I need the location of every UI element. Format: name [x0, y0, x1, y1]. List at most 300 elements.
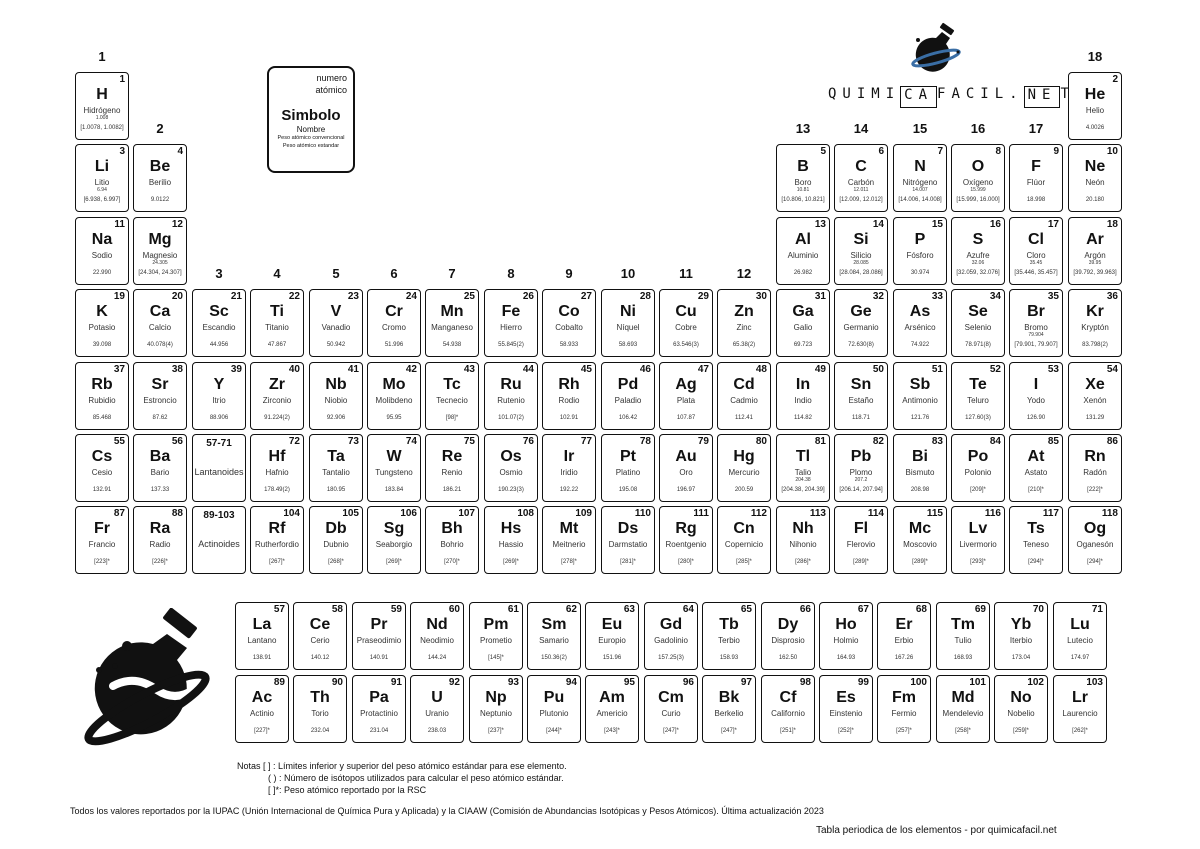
brand-post: T: [1060, 86, 1075, 102]
element-name: Tungsteno: [375, 468, 413, 477]
element-name: Argón: [1084, 251, 1106, 260]
element-cell-cs: [75, 434, 129, 502]
standard-weight: 180.95: [326, 487, 346, 493]
group-label-2: 2: [156, 121, 164, 136]
standard-weight: [258]*: [955, 728, 971, 734]
element-symbol: V: [330, 303, 342, 320]
element-cell-89-103: [192, 506, 246, 574]
conventional-weight: 32.06: [971, 260, 985, 266]
standard-weight: [209]*: [970, 487, 986, 493]
atomic-number: 72: [288, 436, 300, 447]
atomic-number: 67: [857, 604, 869, 615]
element-name: Roentgenio: [665, 540, 707, 549]
element-cell-lv: [951, 506, 1005, 574]
standard-weight: 174.97: [1070, 655, 1090, 661]
element-name: Bohrio: [440, 540, 464, 549]
atomic-number: 116: [984, 508, 1001, 519]
element-name: Arsénico: [904, 323, 936, 332]
element-symbol: Ac: [251, 689, 273, 706]
element-cell-pa: [352, 675, 406, 743]
standard-weight: [79.901, 79.907]: [1014, 342, 1058, 348]
standard-weight: 238.03: [427, 728, 447, 734]
brand-wordmark: [828, 86, 1075, 108]
atomic-number: 95: [623, 677, 635, 688]
group-label-16: 16: [970, 121, 986, 136]
element-cell-rb: [75, 362, 129, 430]
atomic-number: 39: [230, 364, 242, 375]
atomic-number: 115: [926, 508, 943, 519]
element-symbol: Ar: [1086, 231, 1104, 248]
element-cell-si: [834, 217, 888, 285]
element-cell-ta: [309, 434, 363, 502]
group-label-17: 17: [1028, 121, 1044, 136]
element-name: Bismuto: [905, 468, 935, 477]
atomic-number: 59: [390, 604, 402, 615]
standard-weight: 91.224(2): [264, 415, 290, 421]
element-name: Fósforo: [906, 251, 934, 260]
atomic-number: 101: [969, 677, 986, 688]
atomic-number: 60: [448, 604, 460, 615]
standard-weight: [226]*: [152, 559, 168, 565]
element-name: Berkelio: [714, 709, 744, 718]
atomic-number: 27: [580, 291, 592, 302]
element-name: Talio: [794, 468, 812, 477]
atomic-number: 77: [580, 436, 592, 447]
element-symbol: Os: [500, 448, 522, 465]
element-name: Disprosio: [771, 636, 805, 645]
element-cell-tb: [702, 602, 756, 670]
element-cell-p: [893, 217, 947, 285]
group-label-15: 15: [912, 121, 928, 136]
element-symbol: Ge: [850, 303, 872, 320]
element-cell-al: [776, 217, 830, 285]
standard-weight: 55.845(2): [498, 342, 524, 348]
atomic-number: 117: [1042, 508, 1059, 519]
element-cell-n: [893, 144, 947, 212]
atomic-number: 88: [171, 508, 183, 519]
atomic-number: 24: [405, 291, 417, 302]
standard-weight: 83.798(2): [1082, 342, 1108, 348]
atomic-number: 7: [937, 146, 943, 157]
element-name: Manganeso: [431, 323, 473, 332]
atomic-number: 99: [857, 677, 869, 688]
element-name: Cadmio: [730, 396, 758, 405]
element-symbol: Sr: [151, 376, 169, 393]
element-name: Nihonio: [789, 540, 817, 549]
atomic-number: 57: [273, 604, 285, 615]
atomic-number: 28: [639, 291, 651, 302]
element-symbol: Cd: [733, 376, 755, 393]
atomic-number: 106: [400, 508, 417, 519]
standard-weight: 158.93: [719, 655, 739, 661]
conventional-weight: 204.38: [795, 477, 811, 483]
atomic-number: 55: [113, 436, 125, 447]
atomic-number: 30: [755, 291, 767, 302]
atomic-number: 61: [507, 604, 519, 615]
element-name: Boro: [794, 178, 812, 187]
element-name: Dubnio: [323, 540, 349, 549]
element-symbol: Pa: [369, 689, 389, 706]
element-name: Fermio: [891, 709, 917, 718]
group-label-8: 8: [507, 266, 515, 281]
conventional-weight: 207.2: [854, 477, 868, 483]
standard-weight: [204.38, 204.39]: [781, 487, 825, 493]
element-symbol: Rh: [558, 376, 580, 393]
element-symbol: Al: [795, 231, 811, 248]
element-symbol: Cf: [779, 689, 797, 706]
element-symbol: Ir: [563, 448, 575, 465]
element-name: Cloro: [1026, 251, 1046, 260]
element-cell-fm: [877, 675, 931, 743]
element-name: Darmstatio: [608, 540, 648, 549]
element-cell-mg: [133, 217, 187, 285]
atomic-number: 82: [872, 436, 884, 447]
element-symbol: O: [971, 158, 985, 175]
element-cell-bh: [425, 506, 479, 574]
standard-weight: 200.59: [734, 487, 754, 493]
element-cell-w: [367, 434, 421, 502]
atomic-number: 97: [740, 677, 752, 688]
element-cell-mn: [425, 289, 479, 357]
element-cell-nb: [309, 362, 363, 430]
conventional-weight: 1.008: [95, 115, 109, 121]
element-name: Silicio: [850, 251, 872, 260]
element-name: Prometio: [479, 636, 512, 645]
atomic-number: 52: [989, 364, 1001, 375]
element-symbol: I: [1033, 376, 1039, 393]
element-cell-eu: [585, 602, 639, 670]
element-symbol: 57-71: [206, 438, 232, 449]
element-symbol: Lv: [968, 520, 988, 537]
group-label-1: 1: [98, 49, 106, 64]
element-symbol: Dy: [777, 616, 799, 633]
standard-weight: [15.999, 16.000]: [956, 197, 1000, 203]
element-cell-ga: [776, 289, 830, 357]
element-cell-hg: [717, 434, 771, 502]
standard-weight: 78.971(8): [965, 342, 991, 348]
element-symbol: Re: [441, 448, 463, 465]
standard-weight: 63.546(3): [673, 342, 699, 348]
atomic-number: 9: [1053, 146, 1059, 157]
conventional-weight: 35.45: [1029, 260, 1043, 266]
element-symbol: Ru: [500, 376, 522, 393]
element-cell-pr: [352, 602, 406, 670]
note-brackets: Notas [ ] : Límites inferior y superior del peso atómico estándar para ese elemento.: [237, 761, 567, 771]
element-name: Neodimio: [420, 636, 454, 645]
element-cell-mo: [367, 362, 421, 430]
element-cell-yb: [994, 602, 1048, 670]
element-cell-ag: [659, 362, 713, 430]
element-symbol: Es: [836, 689, 856, 706]
element-symbol: Mt: [559, 520, 579, 537]
standard-weight: [281]*: [620, 559, 636, 565]
element-name: Erbio: [894, 636, 914, 645]
flask-illustration-icon: [75, 608, 225, 758]
element-name: Plomo: [849, 468, 873, 477]
atomic-number: 12: [171, 219, 183, 230]
element-name: Carbón: [847, 178, 875, 187]
standard-weight: [227]*: [254, 728, 270, 734]
atomic-number: 19: [113, 291, 125, 302]
element-cell-og: [1068, 506, 1122, 574]
atomic-number: 98: [799, 677, 811, 688]
standard-weight: 151.96: [602, 655, 622, 661]
element-symbol: Te: [969, 376, 987, 393]
element-name: Actinoides: [198, 539, 240, 549]
element-symbol: As: [909, 303, 931, 320]
standard-weight: [247]*: [721, 728, 737, 734]
atomic-number: 26: [522, 291, 534, 302]
element-cell-ho: [819, 602, 873, 670]
atomic-number: 65: [740, 604, 752, 615]
atomic-number: 76: [522, 436, 534, 447]
standard-weight: 74.922: [910, 342, 930, 348]
element-name: Bromo: [1024, 323, 1048, 332]
element-cell-rh: [542, 362, 596, 430]
atomic-number: 78: [639, 436, 651, 447]
element-cell-sc: [192, 289, 246, 357]
element-symbol: Ts: [1027, 520, 1045, 537]
standard-weight: 40.078(4): [147, 342, 173, 348]
element-symbol: K: [96, 303, 108, 320]
element-symbol: Tl: [795, 448, 811, 465]
atomic-number: 73: [347, 436, 359, 447]
standard-weight: [28.084, 28.086]: [839, 270, 883, 276]
element-cell-at: [1009, 434, 1063, 502]
atomic-number: 41: [347, 364, 359, 375]
legend-peso-std: Peso atómico estandar: [282, 143, 340, 149]
standard-weight: 121.76: [910, 415, 930, 421]
element-cell-zr: [250, 362, 304, 430]
standard-weight: 54.938: [442, 342, 462, 348]
element-cell-es: [819, 675, 873, 743]
atomic-number: 79: [697, 436, 709, 447]
standard-weight: 137.33: [150, 487, 170, 493]
element-cell-ir: [542, 434, 596, 502]
element-name: Oganesón: [1076, 540, 1114, 549]
standard-weight: 208.98: [910, 487, 930, 493]
element-symbol: Au: [675, 448, 697, 465]
element-symbol: Ba: [149, 448, 171, 465]
element-cell-ru: [484, 362, 538, 430]
group-label-14: 14: [853, 121, 869, 136]
atomic-number: 54: [1106, 364, 1118, 375]
standard-weight: 22.990: [92, 270, 112, 276]
atomic-number: 38: [171, 364, 183, 375]
group-label-13: 13: [795, 121, 811, 136]
element-symbol: Lr: [1072, 689, 1088, 706]
element-symbol: Rf: [268, 520, 286, 537]
standard-weight: 101.07(2): [498, 415, 524, 421]
standard-weight: [243]*: [604, 728, 620, 734]
group-label-18: 18: [1087, 49, 1103, 64]
element-cell-er: [877, 602, 931, 670]
element-cell-sn: [834, 362, 888, 430]
element-name: Aluminio: [787, 251, 819, 260]
element-name: Calcio: [148, 323, 172, 332]
atomic-number: 49: [814, 364, 826, 375]
atomic-number: 16: [989, 219, 1001, 230]
atomic-number: 3: [119, 146, 125, 157]
element-cell-cl: [1009, 217, 1063, 285]
standard-weight: 30.974: [910, 270, 930, 276]
element-cell-br: [1009, 289, 1063, 357]
element-name: Copernicio: [724, 540, 764, 549]
standard-weight: 51.996: [384, 342, 404, 348]
element-symbol: Ga: [792, 303, 814, 320]
element-name: Tulio: [954, 636, 972, 645]
atomic-number: 90: [331, 677, 343, 688]
element-name: Actinio: [249, 709, 274, 718]
element-name: Indio: [794, 396, 812, 405]
element-cell-cn: [717, 506, 771, 574]
standard-weight: 58.933: [559, 342, 579, 348]
element-name: Molibdeno: [375, 396, 413, 405]
standard-weight: 72.630(8): [848, 342, 874, 348]
element-symbol: Tc: [443, 376, 461, 393]
element-symbol: Zr: [269, 376, 285, 393]
note-parens: ( ) : Número de isótopos utilizados para calcular el peso atómico estándar.: [268, 773, 564, 783]
element-cell-tm: [936, 602, 990, 670]
element-symbol: Ds: [617, 520, 639, 537]
atomic-number: 31: [814, 291, 826, 302]
legend-nombre: Nombre: [296, 125, 326, 134]
element-name: Selenio: [964, 323, 992, 332]
element-symbol: Md: [951, 689, 975, 706]
standard-weight: [294]*: [1087, 559, 1103, 565]
element-name: Polonio: [964, 468, 992, 477]
atomic-number: 21: [230, 291, 242, 302]
conventional-weight: 10.81: [796, 187, 810, 193]
standard-weight: 126.90: [1026, 415, 1046, 421]
element-symbol: Hf: [268, 448, 286, 465]
atomic-number: 84: [989, 436, 1001, 447]
element-cell-la: [235, 602, 289, 670]
standard-weight: 144.24: [427, 655, 447, 661]
element-symbol: Fl: [853, 520, 869, 537]
element-symbol: Nh: [792, 520, 814, 537]
standard-weight: 186.21: [442, 487, 462, 493]
element-symbol: N: [914, 158, 926, 175]
element-symbol: 89-103: [203, 510, 235, 521]
atomic-number: 111: [693, 508, 709, 519]
element-symbol: Np: [485, 689, 507, 706]
element-cell-pm: [469, 602, 523, 670]
standard-weight: [244]*: [546, 728, 562, 734]
standard-weight: 195.08: [618, 487, 638, 493]
element-symbol: Ti: [270, 303, 284, 320]
element-name: Litio: [94, 178, 110, 187]
atomic-number: 47: [697, 364, 709, 375]
conventional-weight: 24.305: [152, 260, 168, 266]
element-symbol: Mc: [908, 520, 932, 537]
atomic-number: 11: [114, 219, 125, 230]
standard-weight: [278]*: [561, 559, 577, 565]
standard-weight: [293]*: [970, 559, 986, 565]
standard-weight: 183.84: [384, 487, 404, 493]
element-symbol: Bk: [718, 689, 740, 706]
element-cell-y: [192, 362, 246, 430]
element-cell-re: [425, 434, 479, 502]
element-symbol: Bi: [912, 448, 928, 465]
element-symbol: Tb: [719, 616, 739, 633]
element-cell-cr: [367, 289, 421, 357]
element-name: Cesio: [91, 468, 113, 477]
atomic-number: 58: [331, 604, 343, 615]
element-cell-rf: [250, 506, 304, 574]
element-symbol: Sb: [909, 376, 931, 393]
atomic-number: 114: [867, 508, 884, 519]
element-cell-i: [1009, 362, 1063, 430]
element-name: Astato: [1024, 468, 1048, 477]
element-symbol: Hg: [733, 448, 755, 465]
element-name: Rutherfordio: [254, 540, 300, 549]
element-name: Einstenio: [829, 709, 863, 718]
standard-weight: 85.468: [92, 415, 112, 421]
element-symbol: Nd: [426, 616, 448, 633]
atomic-number: 50: [872, 364, 884, 375]
element-name: Lutecio: [1067, 636, 1093, 645]
element-cell-rn: [1068, 434, 1122, 502]
element-name: Lantanoides: [194, 467, 244, 477]
element-cell-dy: [761, 602, 815, 670]
element-cell-b: [776, 144, 830, 212]
element-cell-fl: [834, 506, 888, 574]
element-symbol: Er: [895, 616, 913, 633]
element-symbol: U: [431, 689, 443, 706]
element-name: Protactinio: [360, 709, 398, 718]
element-cell-ce: [293, 602, 347, 670]
standard-weight: 9.0122: [150, 197, 170, 203]
element-name: Radón: [1083, 468, 1107, 477]
atomic-number: 108: [517, 508, 534, 519]
standard-weight: [24.304, 24.307]: [138, 270, 182, 276]
standard-weight: 150.36(2): [541, 655, 567, 661]
element-name: Potasio: [88, 323, 116, 332]
atomic-number: 113: [809, 508, 826, 519]
element-name: Rubidio: [88, 396, 116, 405]
element-name: Renio: [441, 468, 463, 477]
element-name: Niobio: [324, 396, 348, 405]
element-symbol: Ho: [835, 616, 857, 633]
element-cell-s: [951, 217, 1005, 285]
element-symbol: Sc: [209, 303, 229, 320]
element-symbol: Pb: [850, 448, 872, 465]
element-symbol: H: [96, 86, 108, 103]
element-name: Laurencio: [1062, 709, 1098, 718]
standard-weight: 196.97: [676, 487, 696, 493]
element-cell-na: [75, 217, 129, 285]
element-name: Hidrógeno: [83, 106, 121, 115]
standard-weight: [267]*: [269, 559, 285, 565]
group-label-11: 11: [679, 266, 693, 281]
standard-weight: 138.91: [252, 655, 272, 661]
element-name: Zirconio: [262, 396, 292, 405]
standard-weight: 132.91: [92, 487, 112, 493]
element-cell-fr: [75, 506, 129, 574]
standard-weight: [223]*: [94, 559, 110, 565]
element-name: Flerovio: [846, 540, 876, 549]
element-cell-hs: [484, 506, 538, 574]
element-cell-k: [75, 289, 129, 357]
atomic-number: 75: [463, 436, 475, 447]
element-name: Oro: [679, 468, 693, 477]
element-symbol: Se: [968, 303, 988, 320]
element-symbol: Eu: [601, 616, 623, 633]
atomic-number: 45: [580, 364, 592, 375]
element-symbol: Pd: [617, 376, 639, 393]
element-symbol: Si: [853, 231, 869, 248]
